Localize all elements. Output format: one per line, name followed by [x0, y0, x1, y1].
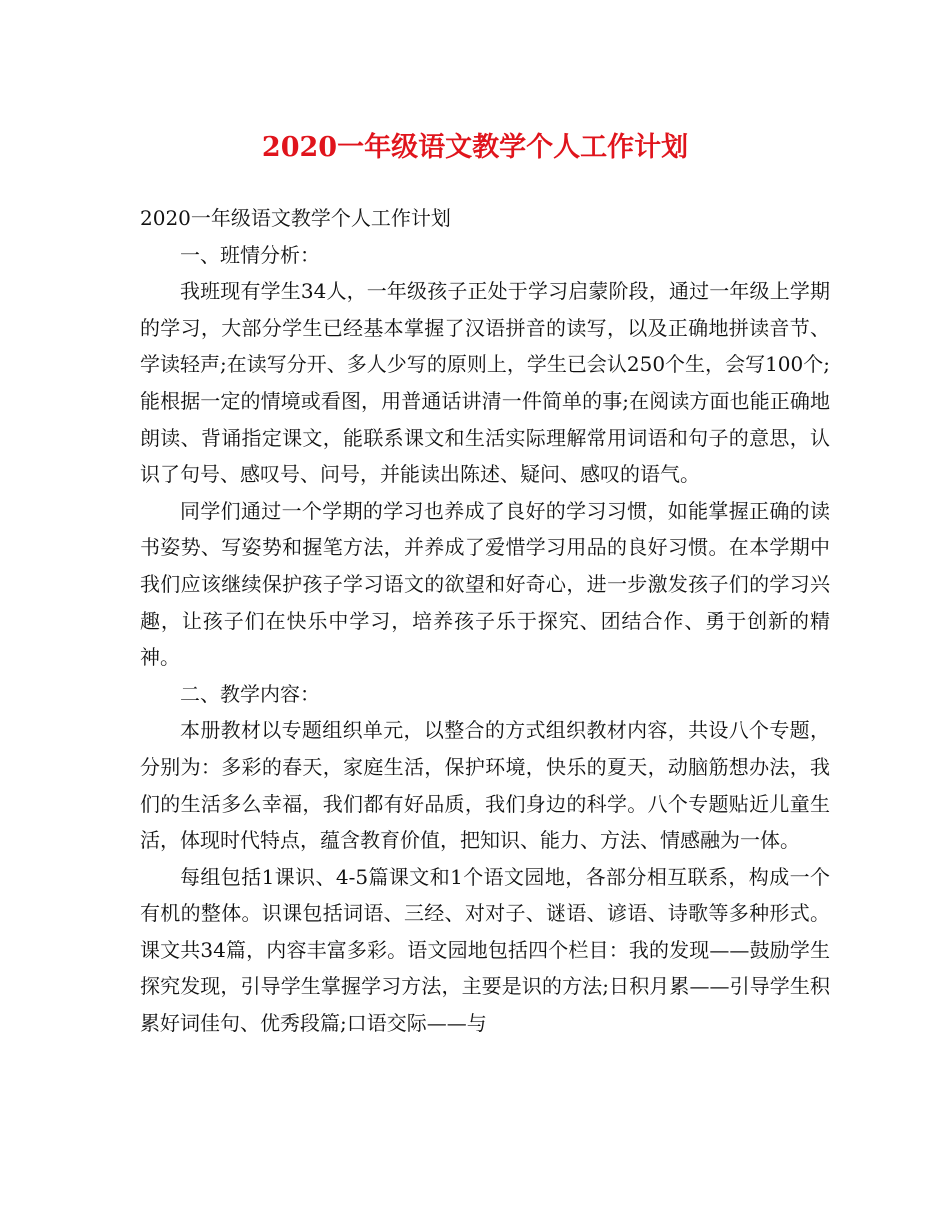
document-body: [140, 200, 830, 1042]
section-heading-class-analysis: 一、班情分析：: [180, 242, 320, 267]
section-heading-teaching-content: 二、教学内容：: [180, 681, 320, 706]
paragraph-teaching-content-2: 每组包括1课识、4-5篇课文和1个语文园地，各部分相互联系，构成一个有机的整体。识课包括词语、三经、对对子、谜语、谚语、诗歌等多种形式。课文共34篇，内容丰富多彩。语文园地包括四个栏目：我的发现——鼓励学生探究发现，引导学生掌握学习方法，主要是识的方法;日积月累——引导学生积累好词佳句、优秀段篇;口语交际——与: [140, 864, 830, 1036]
document-title: 2020一年级语文教学个人工作计划: [261, 132, 689, 163]
document-subtitle: 2020一年级语文教学个人工作计划: [140, 206, 451, 230]
paragraph-class-analysis-2: 同学们通过一个学期的学习也养成了良好的学习习惯，如能掌握正确的读书姿势、写姿势和握笔方法，并养成了爱惜学习用品的良好习惯。在本学期中我们应该继续保护孩子学习语文的欲望和好奇心，进一步激发孩子们的学习兴趣，让孩子们在快乐中学习，培养孩子乐于探究、团结合作、勇于创新的精神。: [140, 498, 830, 670]
paragraph-class-analysis-1: 我班现有学生34人，一年级孩子正处于学习启蒙阶段，通过一年级上学期的学习，大部分学生已经基本掌握了汉语拼音的读写，以及正确地拼读音节、学读轻声;在读写分开、多人少写的原则上，学生已会认250个生，会写100个;能根据一定的情境或看图，用普通话讲清一件简单的事;在阅读方面也能正确地朗读、背诵指定课文，能联系课文和生活实际理解常用词语和句子的意思，认识了句号、感叹号、问号，并能读出陈述、疑问、感叹的语气。: [140, 279, 830, 487]
paragraph-teaching-content-1: 本册教材以专题组织单元，以整合的方式组织教材内容，共设八个专题，分别为：多彩的春天，家庭生活，保护环境，快乐的夏天，动脑筋想办法，我们的生活多么幸福，我们都有好品质，我们身边的科学。八个专题贴近儿童生活，体现时代特点，蕴含教育价值，把知识、能力、方法、情感融为一体。: [140, 718, 830, 853]
